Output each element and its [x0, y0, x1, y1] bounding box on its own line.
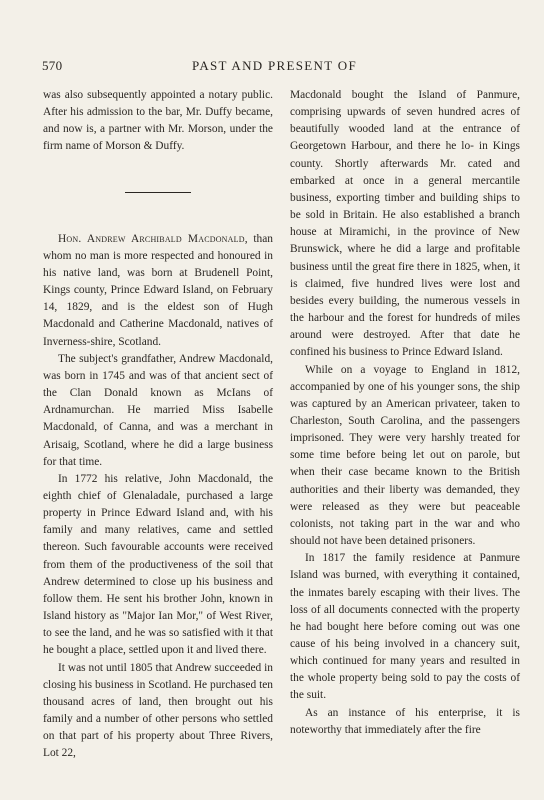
subject-name: Hon. Andrew Archibald Macdonald [58, 232, 245, 245]
paragraph [43, 231, 273, 351]
paragraph: While on a voyage to England in 1812, accompanied by one of his younger sons, the ship was captured by an American privateer, taken to Charleston, South Carolina, and the passengers imprisoned. They were very harshly treated for some time before being let out on parole, but when their case became known to the British authorities and their liberty was demanded, they were released as they were but peaceable colonists, not taking part in the war and who should not have been detained prisoners. [290, 363, 520, 548]
running-head: PAST AND PRESENT OF [192, 58, 357, 73]
paragraph: In 1817 the family residence at Panmure Island was burned, with everything it contained, the inmates barely escaping with their lives. The loss of all documents connected with the property he had bought here before coming out was one cause of his being involved in a chancery suit, which continued for many years and resulted in the whole property being sold to pay the costs of the suit. [290, 552, 520, 702]
page-number: 570 [42, 58, 63, 73]
left-column [43, 87, 273, 762]
paragraph: As an instance of his enterprise, it is noteworthy that immediately after the fire [290, 706, 520, 736]
paragraph: Macdonald bought the Island of Panmure, comprising upwards of seven hundred acres of beautifully wooded land at the entrance of Georgetown Harbour, and there he lo- in Kings county. Shortly afterwards Mr. cated and embarked at once in a general mercantile business, exporting timber and building ships to be sold in Britain. He also established a branch house at Miramichi, in the province of New Brunswick, where he did a large and profitable business until the great fire there in 1825, when, it is claimed, five hundred lives were lost and besides every building, the numerous vessels in the harbour and the forest for hundreds of miles around were destroyed. After that date he confined his business to Prince Edward Island. [290, 89, 520, 359]
paragraph-text: , than whom no man is more respected and honoured in his native land, was born at Brudenell Point, Kings county, Prince Edward Island, on February 14, 1829, and is the eldest son of Hugh Macdonald and Catherine Macdonald, natives of Inverness-shire, Scotland. [43, 232, 273, 348]
paragraph: was also subsequently appointed a notary public. After his admission to the bar, Mr. Duffy became, and now is, a partner with Mr. Morson, under the firm name of Morson & Duffy. [43, 89, 273, 153]
page-header [42, 58, 514, 78]
paragraph: It was not until 1805 that Andrew succeeded in closing his business in Scotland. He purchased ten thousand acres of land, then brought out his family and a number of other persons who settled on that part of his property about Three Rivers, Lot 22, [43, 661, 273, 760]
paragraph: The subject's grandfather, Andrew Macdonald, was born in 1745 and was of that ancient sect of the Clan Donald known as McIans of Ardnamurchan. He married Miss Isabelle Macdonald, of Canna, and was a merchant in Arisaig, Scotland, where he did a large business for that time. [43, 352, 273, 468]
right-column [290, 87, 520, 739]
section-divider [125, 192, 191, 193]
paragraph: In 1772 his relative, John Macdonald, the eighth chief of Glenaladale, purchased a large property in Prince Edward Island and, with his family and many relatives, came and settled thereon. Such favourable accounts were received from them of the productiveness of the soil that Andrew determined to close up his business and follow them. He sent his brother John, known in Island history as "Major Ian Mor," of West River, to see the land, and he was so satisfied with it that he bought a place, settled upon it and lived there. [43, 472, 273, 657]
